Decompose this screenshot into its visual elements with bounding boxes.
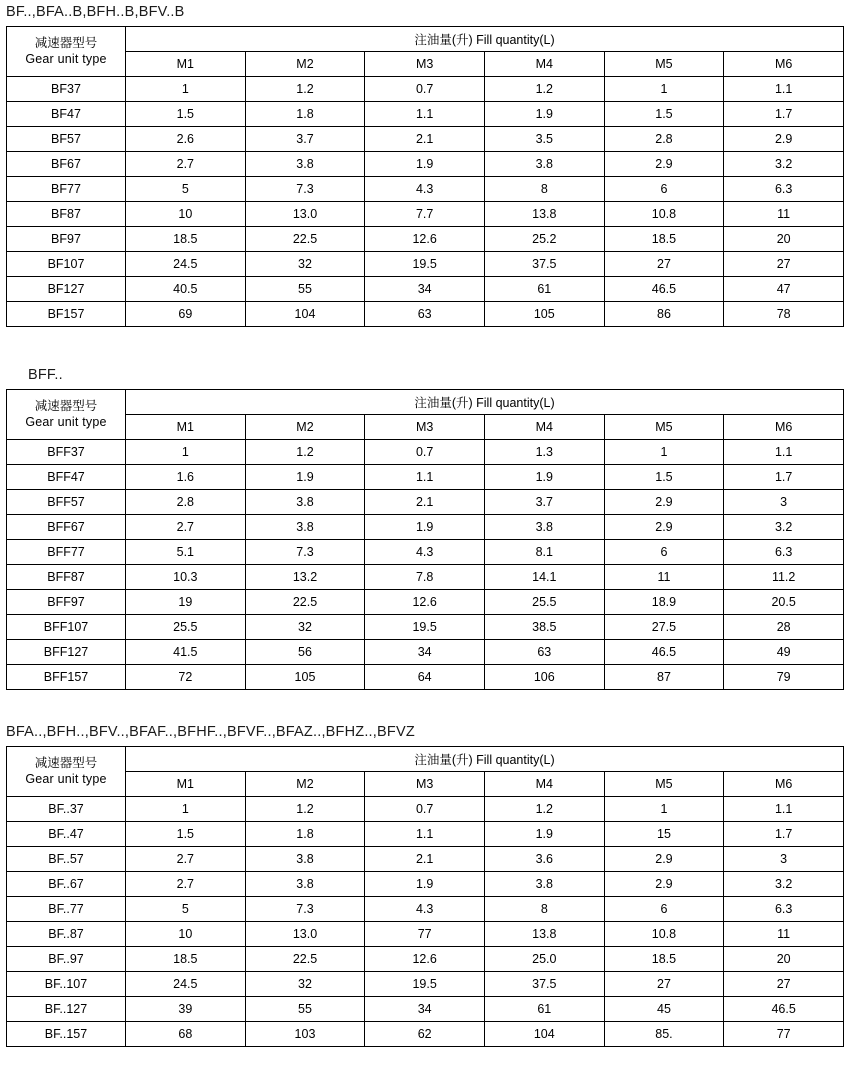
table-row <box>7 202 844 227</box>
cell-m4: 1.3 <box>484 440 604 465</box>
column-header-m4: M4 <box>484 415 604 440</box>
cell-m1: 1.5 <box>126 102 246 127</box>
table-row <box>7 665 844 690</box>
table-row <box>7 490 844 515</box>
fill-quantity-group-header: 注油量(升) Fill quantity(L) <box>126 747 844 772</box>
cell-m6: 20 <box>724 227 844 252</box>
cell-m1: 1 <box>126 440 246 465</box>
cell-m3: 1.9 <box>365 152 485 177</box>
row-type: BF77 <box>7 177 126 202</box>
row-type: BF..37 <box>7 797 126 822</box>
table-row <box>7 177 844 202</box>
table-body <box>7 440 844 690</box>
cell-m4: 104 <box>484 1022 604 1047</box>
cell-m5: 2.9 <box>604 515 724 540</box>
table-row <box>7 590 844 615</box>
table-row <box>7 102 844 127</box>
column-header-m4: M4 <box>484 772 604 797</box>
cell-m1: 24.5 <box>126 972 246 997</box>
cell-m5: 1 <box>604 797 724 822</box>
cell-m2: 32 <box>245 252 365 277</box>
cell-m5: 45 <box>604 997 724 1022</box>
cell-m6: 28 <box>724 615 844 640</box>
cell-m3: 1.1 <box>365 822 485 847</box>
cell-m2: 1.8 <box>245 102 365 127</box>
cell-m1: 18.5 <box>126 947 246 972</box>
cell-m1: 2.6 <box>126 127 246 152</box>
row-type: BFF77 <box>7 540 126 565</box>
table-row <box>7 922 844 947</box>
header-row-group <box>7 747 844 772</box>
cell-m5: 2.9 <box>604 872 724 897</box>
row-type: BF..127 <box>7 997 126 1022</box>
cell-m5: 2.8 <box>604 127 724 152</box>
table-row <box>7 1022 844 1047</box>
cell-m3: 0.7 <box>365 77 485 102</box>
cell-m1: 1.6 <box>126 465 246 490</box>
cell-m4: 3.8 <box>484 515 604 540</box>
column-header-m6: M6 <box>724 52 844 77</box>
cell-m5: 18.5 <box>604 227 724 252</box>
table-row <box>7 77 844 102</box>
cell-m6: 1.1 <box>724 440 844 465</box>
section-bf <box>0 4 852 327</box>
header-row-columns <box>7 52 844 77</box>
fill-quantity-group-header: 注油量(升) Fill quantity(L) <box>126 27 844 52</box>
cell-m5: 1.5 <box>604 465 724 490</box>
cell-m2: 7.3 <box>245 177 365 202</box>
row-type: BFF37 <box>7 440 126 465</box>
cell-m2: 103 <box>245 1022 365 1047</box>
table-row <box>7 277 844 302</box>
cell-m6: 20.5 <box>724 590 844 615</box>
cell-m4: 3.7 <box>484 490 604 515</box>
header-row-columns <box>7 415 844 440</box>
cell-m2: 55 <box>245 997 365 1022</box>
cell-m2: 3.8 <box>245 515 365 540</box>
fill-quantity-group-header: 注油量(升) Fill quantity(L) <box>126 390 844 415</box>
header-row-columns <box>7 772 844 797</box>
row-type: BFF87 <box>7 565 126 590</box>
table-row <box>7 872 844 897</box>
cell-m1: 2.7 <box>126 152 246 177</box>
table-row <box>7 152 844 177</box>
cell-m2: 7.3 <box>245 897 365 922</box>
row-type: BFF47 <box>7 465 126 490</box>
cell-m2: 1.8 <box>245 822 365 847</box>
cell-m2: 56 <box>245 640 365 665</box>
gear-unit-type-header-cn: 减速器型号 <box>34 398 98 413</box>
cell-m4: 14.1 <box>484 565 604 590</box>
cell-m5: 1 <box>604 77 724 102</box>
cell-m1: 1.5 <box>126 822 246 847</box>
row-type: BF..97 <box>7 947 126 972</box>
table-row <box>7 847 844 872</box>
cell-m5: 27 <box>604 252 724 277</box>
cell-m5: 85. <box>604 1022 724 1047</box>
cell-m4: 1.2 <box>484 797 604 822</box>
cell-m6: 6.3 <box>724 897 844 922</box>
gear-unit-type-header <box>7 27 126 77</box>
cell-m3: 12.6 <box>365 590 485 615</box>
cell-m6: 1.7 <box>724 102 844 127</box>
cell-m6: 20 <box>724 947 844 972</box>
cell-m1: 69 <box>126 302 246 327</box>
column-header-m3: M3 <box>365 772 485 797</box>
cell-m3: 7.7 <box>365 202 485 227</box>
cell-m3: 0.7 <box>365 440 485 465</box>
fill-quantity-table <box>6 746 844 1047</box>
cell-m4: 63 <box>484 640 604 665</box>
cell-m2: 55 <box>245 277 365 302</box>
table-row <box>7 302 844 327</box>
cell-m2: 32 <box>245 972 365 997</box>
cell-m2: 3.8 <box>245 847 365 872</box>
table-row <box>7 947 844 972</box>
cell-m5: 15 <box>604 822 724 847</box>
cell-m6: 49 <box>724 640 844 665</box>
cell-m5: 46.5 <box>604 640 724 665</box>
cell-m1: 19 <box>126 590 246 615</box>
cell-m1: 1 <box>126 77 246 102</box>
cell-m3: 2.1 <box>365 127 485 152</box>
cell-m6: 27 <box>724 252 844 277</box>
row-type: BF..67 <box>7 872 126 897</box>
cell-m1: 2.7 <box>126 847 246 872</box>
cell-m3: 4.3 <box>365 540 485 565</box>
column-header-m2: M2 <box>245 772 365 797</box>
cell-m2: 13.0 <box>245 202 365 227</box>
table-row <box>7 252 844 277</box>
cell-m6: 46.5 <box>724 997 844 1022</box>
section-bfa-bfh-bfv <box>0 724 852 1047</box>
column-header-m1: M1 <box>126 52 246 77</box>
cell-m1: 68 <box>126 1022 246 1047</box>
cell-m4: 37.5 <box>484 252 604 277</box>
cell-m3: 19.5 <box>365 615 485 640</box>
cell-m5: 2.9 <box>604 490 724 515</box>
table-row <box>7 997 844 1022</box>
table-header <box>7 390 844 440</box>
cell-m4: 38.5 <box>484 615 604 640</box>
cell-m2: 104 <box>245 302 365 327</box>
cell-m1: 2.7 <box>126 872 246 897</box>
row-type: BF87 <box>7 202 126 227</box>
cell-m6: 79 <box>724 665 844 690</box>
row-type: BF127 <box>7 277 126 302</box>
row-type: BF..47 <box>7 822 126 847</box>
cell-m1: 10.3 <box>126 565 246 590</box>
cell-m5: 6 <box>604 177 724 202</box>
cell-m3: 77 <box>365 922 485 947</box>
table-header <box>7 27 844 77</box>
cell-m1: 40.5 <box>126 277 246 302</box>
table-row <box>7 797 844 822</box>
cell-m5: 18.9 <box>604 590 724 615</box>
table-body <box>7 77 844 327</box>
row-type: BF157 <box>7 302 126 327</box>
cell-m3: 19.5 <box>365 972 485 997</box>
cell-m6: 1.1 <box>724 797 844 822</box>
gear-unit-type-header-en: Gear unit type <box>25 771 107 786</box>
table-row <box>7 565 844 590</box>
cell-m6: 3 <box>724 847 844 872</box>
cell-m6: 3.2 <box>724 872 844 897</box>
cell-m5: 1 <box>604 440 724 465</box>
gear-unit-type-header-en: Gear unit type <box>25 51 107 66</box>
cell-m2: 3.8 <box>245 872 365 897</box>
cell-m2: 13.0 <box>245 922 365 947</box>
cell-m3: 0.7 <box>365 797 485 822</box>
fill-quantity-table <box>6 26 844 327</box>
section-title: BFA..,BFH..,BFV..,BFAF..,BFHF..,BFVF..,BFAZ..,BFHZ..,BFVZ <box>6 724 415 740</box>
cell-m4: 3.8 <box>484 152 604 177</box>
cell-m4: 25.5 <box>484 590 604 615</box>
cell-m4: 1.9 <box>484 822 604 847</box>
table-row <box>7 465 844 490</box>
row-type: BF107 <box>7 252 126 277</box>
cell-m4: 1.9 <box>484 465 604 490</box>
table-row <box>7 897 844 922</box>
cell-m1: 2.7 <box>126 515 246 540</box>
cell-m4: 8 <box>484 177 604 202</box>
row-type: BF67 <box>7 152 126 177</box>
cell-m3: 4.3 <box>365 897 485 922</box>
cell-m4: 1.2 <box>484 77 604 102</box>
cell-m2: 22.5 <box>245 947 365 972</box>
cell-m2: 3.8 <box>245 152 365 177</box>
table-row <box>7 972 844 997</box>
cell-m5: 86 <box>604 302 724 327</box>
cell-m5: 1.5 <box>604 102 724 127</box>
cell-m1: 2.8 <box>126 490 246 515</box>
cell-m3: 1.9 <box>365 515 485 540</box>
cell-m2: 7.3 <box>245 540 365 565</box>
cell-m3: 19.5 <box>365 252 485 277</box>
cell-m1: 5.1 <box>126 540 246 565</box>
column-header-m3: M3 <box>365 52 485 77</box>
cell-m5: 10.8 <box>604 202 724 227</box>
row-type: BF..87 <box>7 922 126 947</box>
cell-m6: 78 <box>724 302 844 327</box>
cell-m2: 1.2 <box>245 440 365 465</box>
cell-m4: 13.8 <box>484 202 604 227</box>
row-type: BFF57 <box>7 490 126 515</box>
cell-m6: 11.2 <box>724 565 844 590</box>
cell-m1: 39 <box>126 997 246 1022</box>
table-row <box>7 640 844 665</box>
cell-m3: 12.6 <box>365 947 485 972</box>
cell-m3: 1.1 <box>365 465 485 490</box>
cell-m2: 32 <box>245 615 365 640</box>
cell-m4: 3.5 <box>484 127 604 152</box>
cell-m5: 18.5 <box>604 947 724 972</box>
cell-m6: 27 <box>724 972 844 997</box>
cell-m1: 72 <box>126 665 246 690</box>
cell-m4: 25.0 <box>484 947 604 972</box>
section-title: BF..,BFA..B,BFH..B,BFV..B <box>6 4 185 20</box>
row-type: BF57 <box>7 127 126 152</box>
column-header-m1: M1 <box>126 772 246 797</box>
cell-m4: 106 <box>484 665 604 690</box>
cell-m3: 4.3 <box>365 177 485 202</box>
cell-m3: 34 <box>365 277 485 302</box>
gear-unit-type-header <box>7 390 126 440</box>
cell-m1: 10 <box>126 202 246 227</box>
cell-m6: 11 <box>724 202 844 227</box>
cell-m6: 1.7 <box>724 465 844 490</box>
cell-m4: 8.1 <box>484 540 604 565</box>
cell-m6: 47 <box>724 277 844 302</box>
cell-m4: 1.9 <box>484 102 604 127</box>
cell-m1: 24.5 <box>126 252 246 277</box>
cell-m3: 1.9 <box>365 872 485 897</box>
cell-m5: 87 <box>604 665 724 690</box>
table-row <box>7 615 844 640</box>
cell-m2: 22.5 <box>245 227 365 252</box>
cell-m3: 2.1 <box>365 847 485 872</box>
cell-m4: 61 <box>484 277 604 302</box>
column-header-m6: M6 <box>724 415 844 440</box>
row-type: BFF157 <box>7 665 126 690</box>
cell-m5: 6 <box>604 897 724 922</box>
row-type: BFF107 <box>7 615 126 640</box>
row-type: BF..157 <box>7 1022 126 1047</box>
cell-m3: 12.6 <box>365 227 485 252</box>
column-header-m5: M5 <box>604 52 724 77</box>
cell-m1: 25.5 <box>126 615 246 640</box>
row-type: BF47 <box>7 102 126 127</box>
cell-m3: 34 <box>365 640 485 665</box>
cell-m4: 37.5 <box>484 972 604 997</box>
cell-m2: 3.7 <box>245 127 365 152</box>
cell-m3: 63 <box>365 302 485 327</box>
cell-m3: 64 <box>365 665 485 690</box>
row-type: BF..57 <box>7 847 126 872</box>
cell-m6: 3.2 <box>724 515 844 540</box>
column-header-m4: M4 <box>484 52 604 77</box>
cell-m2: 105 <box>245 665 365 690</box>
cell-m1: 10 <box>126 922 246 947</box>
table-body <box>7 797 844 1047</box>
cell-m6: 3.2 <box>724 152 844 177</box>
cell-m6: 2.9 <box>724 127 844 152</box>
table-row <box>7 822 844 847</box>
cell-m1: 18.5 <box>126 227 246 252</box>
cell-m6: 11 <box>724 922 844 947</box>
cell-m4: 13.8 <box>484 922 604 947</box>
cell-m6: 77 <box>724 1022 844 1047</box>
cell-m5: 46.5 <box>604 277 724 302</box>
cell-m2: 3.8 <box>245 490 365 515</box>
cell-m3: 7.8 <box>365 565 485 590</box>
cell-m6: 1.1 <box>724 77 844 102</box>
column-header-m2: M2 <box>245 52 365 77</box>
cell-m2: 1.2 <box>245 797 365 822</box>
column-header-m3: M3 <box>365 415 485 440</box>
cell-m1: 1 <box>126 797 246 822</box>
cell-m5: 10.8 <box>604 922 724 947</box>
column-header-m1: M1 <box>126 415 246 440</box>
table-row <box>7 127 844 152</box>
header-row-group <box>7 390 844 415</box>
cell-m3: 62 <box>365 1022 485 1047</box>
table-header <box>7 747 844 797</box>
row-type: BFF97 <box>7 590 126 615</box>
cell-m4: 61 <box>484 997 604 1022</box>
section-spacer <box>0 327 852 367</box>
row-type: BF37 <box>7 77 126 102</box>
column-header-m5: M5 <box>604 772 724 797</box>
cell-m5: 2.9 <box>604 152 724 177</box>
column-header-m6: M6 <box>724 772 844 797</box>
cell-m3: 1.1 <box>365 102 485 127</box>
cell-m1: 5 <box>126 897 246 922</box>
cell-m4: 105 <box>484 302 604 327</box>
cell-m2: 13.2 <box>245 565 365 590</box>
cell-m2: 1.9 <box>245 465 365 490</box>
section-spacer <box>0 690 852 724</box>
cell-m2: 1.2 <box>245 77 365 102</box>
cell-m4: 25.2 <box>484 227 604 252</box>
cell-m5: 27.5 <box>604 615 724 640</box>
cell-m6: 6.3 <box>724 540 844 565</box>
cell-m4: 3.8 <box>484 872 604 897</box>
gear-unit-type-header-cn: 减速器型号 <box>34 35 98 50</box>
row-type: BFF127 <box>7 640 126 665</box>
cell-m5: 11 <box>604 565 724 590</box>
row-type: BFF67 <box>7 515 126 540</box>
cell-m2: 22.5 <box>245 590 365 615</box>
gear-unit-type-header <box>7 747 126 797</box>
cell-m4: 8 <box>484 897 604 922</box>
cell-m3: 2.1 <box>365 490 485 515</box>
cell-m5: 2.9 <box>604 847 724 872</box>
column-header-m5: M5 <box>604 415 724 440</box>
row-type: BF..77 <box>7 897 126 922</box>
table-row <box>7 515 844 540</box>
table-row <box>7 440 844 465</box>
cell-m5: 27 <box>604 972 724 997</box>
cell-m3: 34 <box>365 997 485 1022</box>
column-header-m2: M2 <box>245 415 365 440</box>
cell-m5: 6 <box>604 540 724 565</box>
cell-m6: 6.3 <box>724 177 844 202</box>
row-type: BF..107 <box>7 972 126 997</box>
cell-m4: 3.6 <box>484 847 604 872</box>
fill-quantity-table <box>6 389 844 690</box>
cell-m6: 1.7 <box>724 822 844 847</box>
header-row-group <box>7 27 844 52</box>
table-row <box>7 540 844 565</box>
table-row <box>7 227 844 252</box>
cell-m1: 41.5 <box>126 640 246 665</box>
gear-unit-type-header-en: Gear unit type <box>25 414 107 429</box>
section-title: BFF.. <box>28 367 63 383</box>
cell-m6: 3 <box>724 490 844 515</box>
cell-m1: 5 <box>126 177 246 202</box>
section-bff <box>0 367 852 690</box>
row-type: BF97 <box>7 227 126 252</box>
gear-unit-type-header-cn: 减速器型号 <box>34 755 98 770</box>
